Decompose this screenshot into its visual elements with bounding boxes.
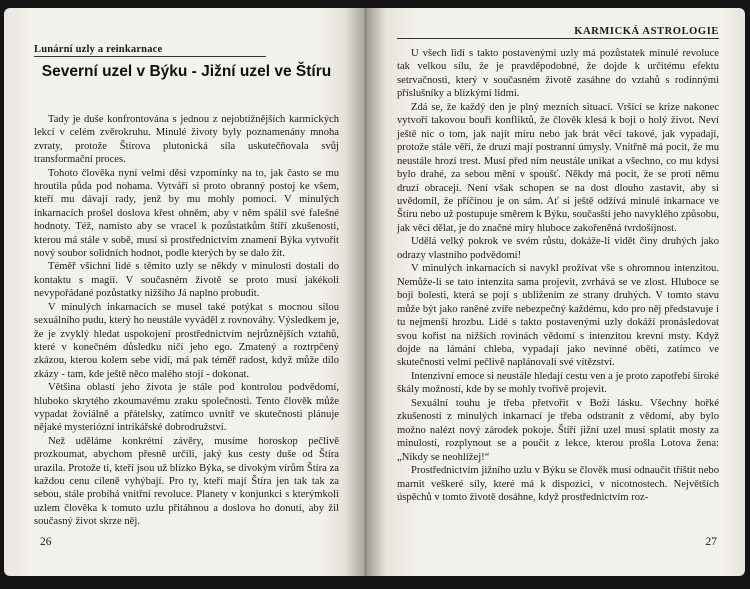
running-head: KARMICKÁ ASTROLOGIE xyxy=(397,26,719,39)
paragraph: V minulých inkarnacích se musel také potýkat s mocnou silou sexuálního pudu, který ho neustále vyváděl z rovnováhy. Výsledkem je, že je zvyklý hledat uspokojení prostřednictvím nejrůznějších vztahů, které v konečném důsledku ničí jeho ego. Zmatený a roztrpčený zkázou, kterou kolem sebe vidí, má pak téměř radost, když může dílo zkázy - tam, kde ještě něco malého stojí - dokonat. xyxy=(34,301,339,380)
paragraph: Sexuální touhu je třeba přetvořit v Boží lásku. Všechny hořké zkušenosti z minulých inkarnací je třeba odstranit z vědomí, aby bylo možno nalézt nový zárodek pokoje. Štíří jižní uzel musí splatit mosty za minulostí, rozplynout se a poučit z lekce, kterou prošla Lotova žena: „Nikdy se neohlížej!“ xyxy=(397,397,719,463)
paragraph: Prostřednictvím jižního uzlu v Býku se člověk musí odnaučit tříštit nebo marnit veškeré síly, které má k dispozici, v nicotnostech. Největších úspěchů v tomto životě dosáhne, když prostřednictvím roz- xyxy=(397,465,719,503)
paragraph: Zdá se, že každý den je plný mezních situací. Vršící se krize nakonec vytvoří takovou bouři konfliktů, že člověk klesá k boji o holý život. Neví ještě nic o tom, jak najít míru nebo jak brát věci takové, jak vypadají, protože stále věří, že druzí mají postranní úmysly. Vnitřně má pocit, že mu neustále hrozí trest. Musí před ním neustále unikat a všechno, co mu kdysi bylo drahé, za sebou mění v spoušť. Někdy má pocit, že se proti němu druzí obracejí. Není však schopen se na dost dlouho zastavit, aby si uvědomil, že příčinou je on sám. Ať si ještě odžívá minulé inkarnace ve Štíru nebo už postupuje směrem k Býku, současští jeho navyklého způsobu, jak věci dělat, je do značné míry hluboce zakořeněná tvrdošíjnost. xyxy=(397,101,719,234)
left-page xyxy=(4,8,365,576)
paragraph: Intenzivní emoce si neustále hledají cestu ven a je proto zapotřebí široké škály možností, kde by se mohly tvořivě projevit. xyxy=(397,370,719,396)
paragraph: Tady je duše konfrontována s jednou z nejobtížnějších karmických lekcí v celém zvěrokruhu. Minulé životy byly poznamenány mnoha zvraty, protože Štírova plutonická síla uskutečňovala svůj transformační proces. xyxy=(34,114,339,166)
paragraph: V minulých inkarnacích si navykl prožívat vše s ohromnou intenzitou. Nemůže-li se tato intenzita sama projevit, zvrhává se ve zlost. Hluboce se bojí bolesti, která se pojí s ubližením ze strany druhých. V tomto stavu může být jako raněné zvíře nebezpečný každému, kdo pro něj představuje i tu nejmenší hrozbu. Lidé s takto postavenými uzly dokáží pronásledovat svou kořist na nižších rovinách vědomí s intenzitou krevní msty. Když dojde na lámání chleba, vypadají jako nevinné oběti, zatímco ve skutečnosti velmi pečlivě naplánovali své vítězství. xyxy=(397,263,719,369)
right-page xyxy=(365,8,745,576)
page-number: 27 xyxy=(705,536,717,548)
paragraph: Udělá velký pokrok ve svém růstu, dokáže-li vidět činy druhých jako odrazy vlastního podvědomí! xyxy=(397,236,719,261)
paragraph: Tohoto člověka nyní velmi děsí vzpomínky na to, jak často se mu hroutila půda pod nohama. Vytváří si proto obranný postoj ke všem, kteří mu dávají rady, jenž by mu mohly pomoci. V minulých inkarnacích prošel doslova křest ohněm, aby v něm spálil své falešné hodnoty. Též, namísto aby se vracel k pozůstatkům štíří zkušenosti, kterou má stále v sobě, musí si prostřednictvím znamení Býka vytvořit nový soubor solidních hodnot, podle kterých by se dalo žít. xyxy=(34,167,339,260)
paragraph: Než uděláme konkrétní závěry, musíme horoskop pečlivě prozkoumat, abychom přesně určili, jaký kus cesty duše od Štíra urazila. Protože ti, kteří jsou už blízko Býka, se divokým vírům Štíra za každou cenu cíleně vyhýbají. Pro ty, kteří mají Štíra jen tak tak za sebou, stále probíhá vnitřní revoluce. Planety v konjunkci s kterýmkoli uzlem člověka k tomuto uzlu přitáhnou a doslova ho donutí, aby žil současný život skrze něj. xyxy=(34,435,339,528)
paragraph: Většina oblastí jeho života je stále pod kontrolou podvědomí, hluboko skrytého zkoumavému zraku společnosti. Tento člověk může vypadat žoviálně a přátelsky, zatímco uvnitř ve skutečnosti plánuje nějaké mysteriózní intrikářské dobrodružství. xyxy=(34,382,339,434)
running-head: Lunární uzly a reinkarnace xyxy=(34,44,266,57)
paragraph: U všech lidí s takto postavenými uzly má pozůstatek minulé revoluce tak velkou sílu, že je pravděpodobné, že dojde k určitému efektu setrvačnosti, který v současném životě zasáhne do vztahů s rodinnými příslušníky a blízkými lidmi. xyxy=(397,48,719,100)
page-number: 26 xyxy=(40,536,52,548)
paragraph: Téměř všichni lidé s těmito uzly se někdy v minulosti dostali do kontaktu s magií. V současném životě se proto musí jakékoli nevypořádané pozůstatky nižšího Já naplno probudit. xyxy=(34,261,339,300)
chapter-title: Severní uzel v Býku - Jižní uzel ve Štíru xyxy=(41,63,332,80)
